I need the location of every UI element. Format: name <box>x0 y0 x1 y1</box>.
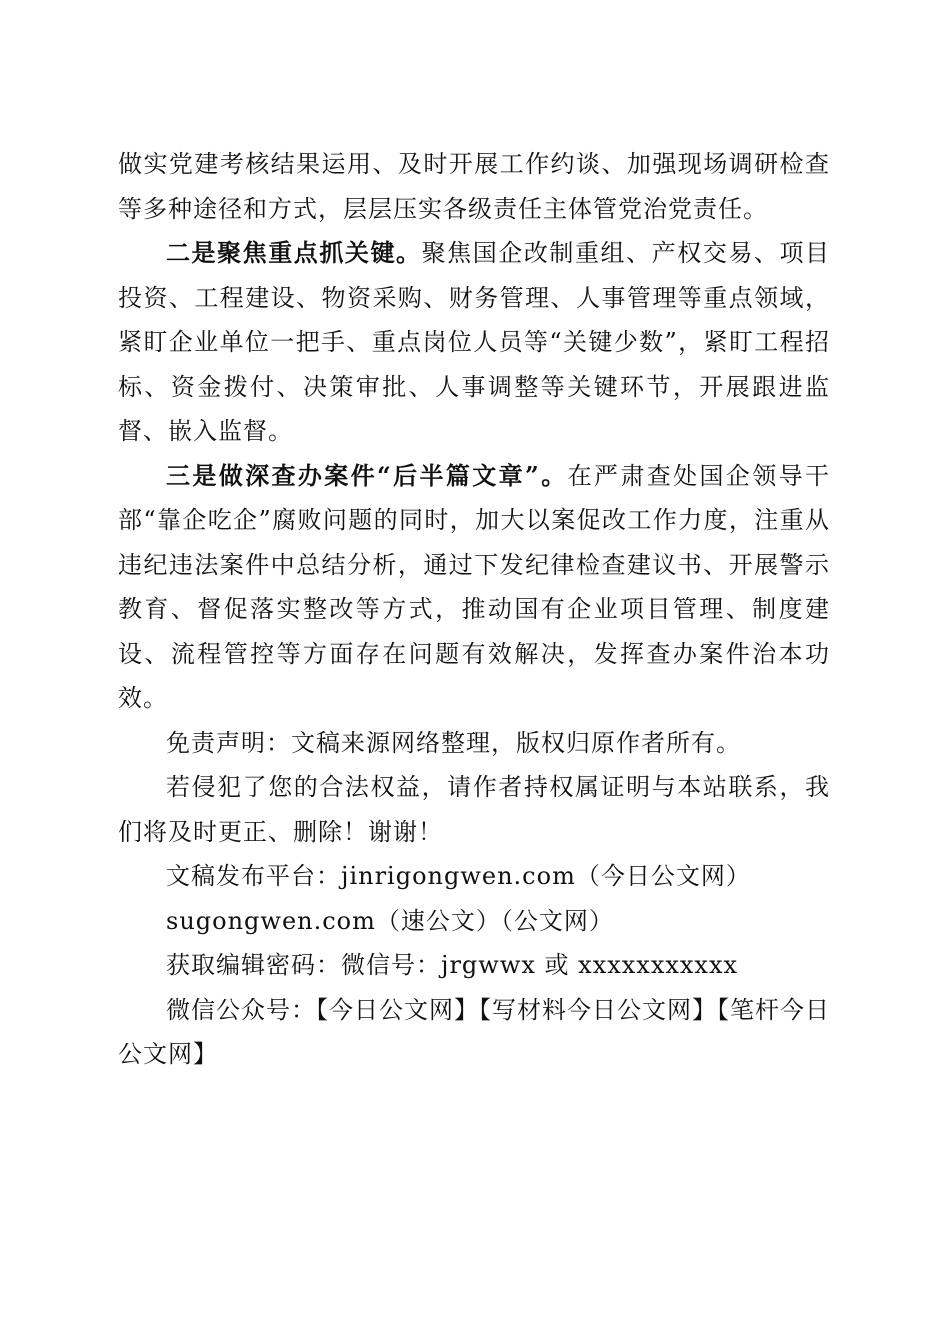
edit-password-info: 获取编辑密码：微信号：jrgwwx 或 xxxxxxxxxxx <box>166 951 739 979</box>
disclaimer-text: 免责声明：文稿来源网络整理，版权归原作者所有。 <box>166 728 741 757</box>
paragraph-heading: 二是聚焦重点抓关键。 <box>166 238 422 267</box>
document-body <box>118 142 830 1077</box>
paragraph-focus-key-points <box>118 231 830 454</box>
wechat-accounts: 微信公众号：【今日公文网】【写材料今日公文网】【笔杆今日公文网】 <box>118 995 830 1068</box>
paragraph-heading: 三是做深查办案件“后半篇文章”。 <box>166 460 568 490</box>
paragraph-text: 在严肃查处国企领导干部“靠企吃企”腐败问题的同时，加大以案促改工作力度，注重从违纪违法案件中总结分析，通过下发纪律检查建议书、开展警示教育、督促落实整改等方式，推动国有企业项目管理、制度建设、流程管控等方面存在问题有效解决，发挥查办案件治本功效。 <box>118 461 831 712</box>
paragraph-case-handling <box>118 454 830 721</box>
publishing-platform: 文稿发布平台：jinrigongwen.com（今日公文网） <box>166 862 751 890</box>
paragraph-continuation: 做实党建考核结果运用、及时开展工作约谈、加强现场调研检查等多种途径和方式，层层压实各级责任主体管党治党责任。 <box>118 150 830 223</box>
paragraph-text: 聚焦国企改制重组、产权交易、项目投资、工程建设、物资采购、财务管理、人事管理等重点领域，紧盯企业单位一把手、重点岗位人员等“关键少数”，紧盯工程招标、资金拨付、决策审批、人事调整等关键环节，开展跟进监督、嵌入监督。 <box>118 239 831 445</box>
publishing-platform-alt: sugongwen.com（速公文）（公文网） <box>166 906 614 935</box>
infringement-notice: 若侵犯了您的合法权益，请作者持权属证明与本站联系，我们将及时更正、删除！谢谢！ <box>118 773 830 846</box>
